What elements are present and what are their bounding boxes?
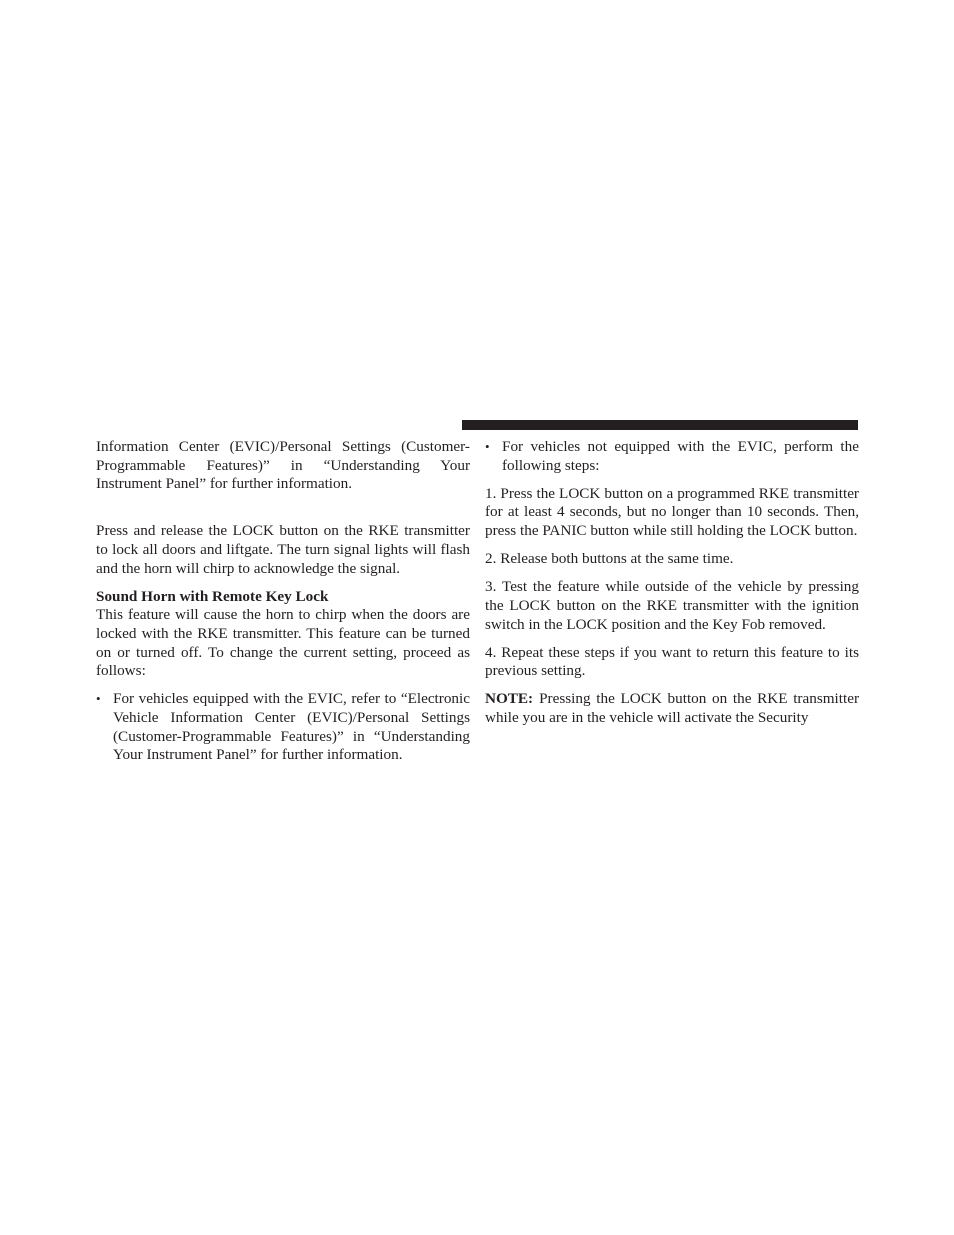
sound-horn-paragraph: This feature will cause the horn to chirp when the doors are locked with the RKE transmitter. This feature can be turned on or turned off. To change the current setting, proceed as follows:: [96, 606, 470, 680]
right-column: [485, 438, 859, 737]
continued-paragraph: Information Center (EVIC)/Personal Settings (Customer-Programmable Features)” in “Understanding Your Instrument Panel” for further information.: [96, 438, 470, 493]
lock-paragraph: Press and release the LOCK button on the RKE transmitter to lock all doors and liftgate. The turn signal lights will flash and the horn will chirp to acknowledge the signal.: [96, 522, 470, 577]
list-item: [96, 690, 470, 765]
left-column: [96, 438, 470, 774]
note-paragraph: [485, 690, 859, 727]
step-2: 2. Release both buttons at the same time.: [485, 550, 734, 568]
step-1: 1. Press the LOCK button on a programmed RKE transmitter for at least 4 seconds, but no longer than 10 seconds. Then, press the PANIC button while still holding the LOCK button.: [485, 484, 859, 540]
note-text: Pressing the LOCK button on the RKE transmitter while you are in the vehicle will activate the Security: [485, 690, 859, 726]
bullet-icon: •: [96, 691, 101, 707]
section-rule: [462, 420, 858, 430]
bullet-text-no-evic: For vehicles not equipped with the EVIC, perform the following steps:: [502, 438, 859, 474]
spacer: [96, 503, 470, 522]
bullet-icon: •: [485, 439, 490, 454]
note-label: NOTE:: [485, 690, 534, 708]
bullet-text-evic: For vehicles equipped with the EVIC, refer to “Electronic Vehicle Information Center (EVIC)/Personal Settings (Customer-Programmable Features)” in “Understanding Your Instrument Panel” for further information.: [113, 690, 470, 764]
step-4: 4. Repeat these steps if you want to return this feature to its previous setting.: [485, 643, 859, 680]
list-item: [485, 438, 859, 475]
sound-horn-heading: Sound Horn with Remote Key Lock: [96, 587, 329, 605]
step-3: 3. Test the feature while outside of the vehicle by pressing the LOCK button on the RKE transmitter with the ignition switch in the LOCK position and the Key Fob removed.: [485, 578, 859, 633]
